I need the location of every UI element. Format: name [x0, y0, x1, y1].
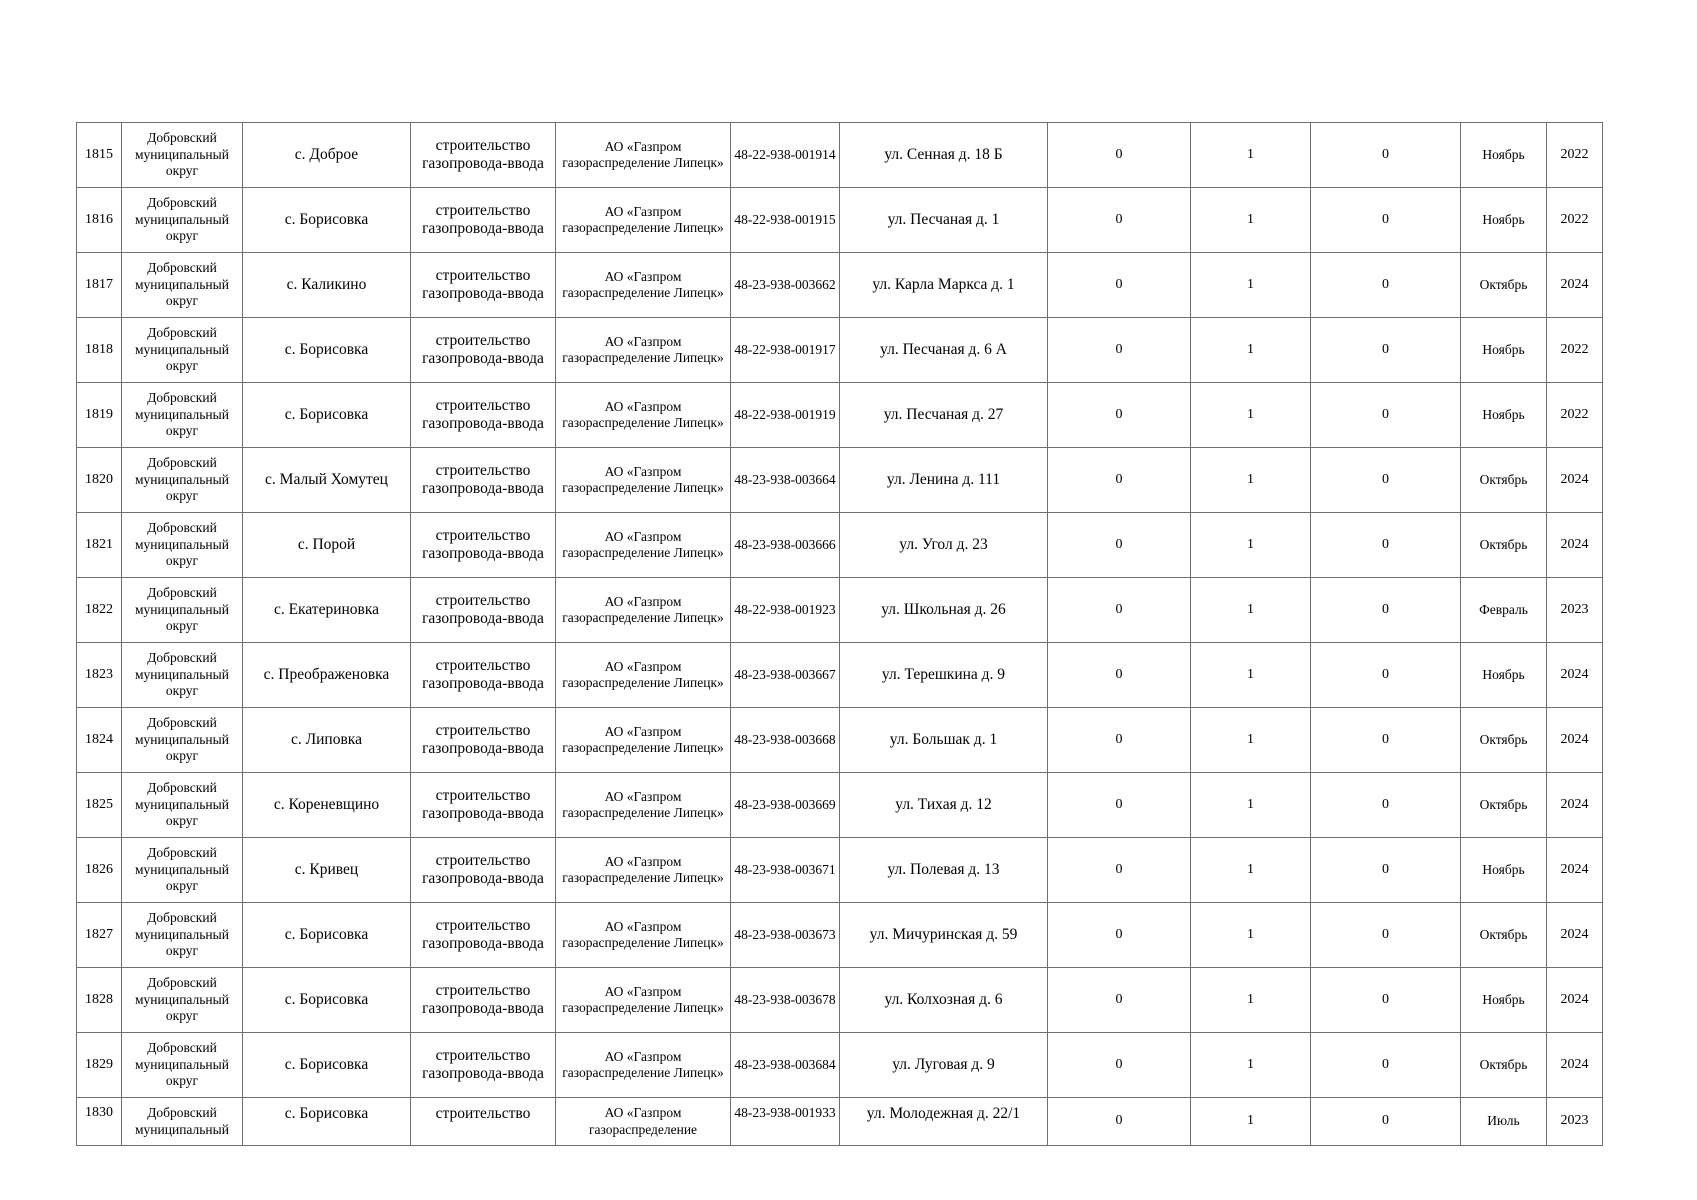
year-cell: 2024	[1547, 448, 1603, 513]
value-col2-cell: 1	[1191, 1098, 1311, 1146]
table-row	[77, 123, 1603, 188]
value-col1-cell: 0	[1048, 968, 1191, 1033]
value-col2-cell: 1	[1191, 318, 1311, 383]
work-type-cell: строительство газопровода-ввода	[411, 513, 556, 578]
organization-cell: АО «Газпром газораспределение Липецк»	[556, 708, 731, 773]
value-col2-cell: 1	[1191, 708, 1311, 773]
value-col3-cell: 0	[1311, 578, 1461, 643]
object-code-cell: 48-23-938-003684	[731, 1033, 840, 1098]
table-row	[77, 1033, 1603, 1098]
table-row	[77, 773, 1603, 838]
value-col3-cell: 0	[1311, 708, 1461, 773]
locality-cell: с. Доброе	[243, 123, 411, 188]
row-number-cell: 1829	[77, 1033, 122, 1098]
organization-cell: АО «Газпром газораспределение Липецк»	[556, 643, 731, 708]
year-cell: 2023	[1547, 1098, 1603, 1146]
organization-cell: АО «Газпром газораспределение Липецк»	[556, 188, 731, 253]
value-col3-cell: 0	[1311, 253, 1461, 318]
work-type-cell: строительство газопровода-ввода	[411, 643, 556, 708]
table-row	[77, 968, 1603, 1033]
locality-cell: с. Борисовка	[243, 1098, 411, 1146]
month-cell: Февраль	[1461, 578, 1547, 643]
locality-cell: с. Порой	[243, 513, 411, 578]
value-col1-cell: 0	[1048, 123, 1191, 188]
table-row	[77, 448, 1603, 513]
district-cell: Добровский муниципальный округ	[122, 253, 243, 318]
address-cell: ул. Ленина д. 111	[840, 448, 1048, 513]
work-type-cell: строительство газопровода-ввода	[411, 578, 556, 643]
value-col1-cell: 0	[1048, 253, 1191, 318]
district-cell: Добровский муниципальный округ	[122, 123, 243, 188]
object-code-cell: 48-22-938-001915	[731, 188, 840, 253]
address-cell: ул. Колхозная д. 6	[840, 968, 1048, 1033]
object-code-cell: 48-23-938-003662	[731, 253, 840, 318]
locality-cell: с. Борисовка	[243, 968, 411, 1033]
row-number-cell: 1828	[77, 968, 122, 1033]
row-number-cell: 1822	[77, 578, 122, 643]
district-cell: Добровский муниципальный округ	[122, 968, 243, 1033]
locality-cell: с. Екатериновка	[243, 578, 411, 643]
table-row	[77, 1098, 1603, 1146]
value-col3-cell: 0	[1311, 643, 1461, 708]
address-cell: ул. Молодежная д. 22/1	[840, 1098, 1048, 1146]
row-number-cell: 1818	[77, 318, 122, 383]
locality-cell: с. Борисовка	[243, 903, 411, 968]
work-type-cell: строительство газопровода-ввода	[411, 123, 556, 188]
value-col2-cell: 1	[1191, 253, 1311, 318]
address-cell: ул. Полевая д. 13	[840, 838, 1048, 903]
value-col1-cell: 0	[1048, 1033, 1191, 1098]
value-col2-cell: 1	[1191, 448, 1311, 513]
month-cell: Октябрь	[1461, 253, 1547, 318]
value-col2-cell: 1	[1191, 643, 1311, 708]
row-number-cell: 1823	[77, 643, 122, 708]
address-cell: ул. Большак д. 1	[840, 708, 1048, 773]
organization-cell: АО «Газпром газораспределение	[556, 1098, 731, 1146]
address-cell: ул. Школьная д. 26	[840, 578, 1048, 643]
object-code-cell: 48-23-938-003669	[731, 773, 840, 838]
object-code-cell: 48-23-938-003667	[731, 643, 840, 708]
year-cell: 2022	[1547, 188, 1603, 253]
table-row	[77, 318, 1603, 383]
value-col1-cell: 0	[1048, 513, 1191, 578]
object-code-cell: 48-22-938-001919	[731, 383, 840, 448]
value-col3-cell: 0	[1311, 903, 1461, 968]
work-type-cell: строительство газопровода-ввода	[411, 1033, 556, 1098]
work-type-cell: строительство газопровода-ввода	[411, 383, 556, 448]
month-cell: Октябрь	[1461, 1033, 1547, 1098]
object-code-cell: 48-23-938-003673	[731, 903, 840, 968]
value-col1-cell: 0	[1048, 838, 1191, 903]
table-row	[77, 253, 1603, 318]
object-code-cell: 48-23-938-003678	[731, 968, 840, 1033]
year-cell: 2024	[1547, 253, 1603, 318]
address-cell: ул. Мичуринская д. 59	[840, 903, 1048, 968]
district-cell: Добровский муниципальный округ	[122, 383, 243, 448]
district-cell: Добровский муниципальный округ	[122, 578, 243, 643]
month-cell: Октябрь	[1461, 708, 1547, 773]
table-row	[77, 383, 1603, 448]
district-cell: Добровский муниципальный округ	[122, 513, 243, 578]
value-col3-cell: 0	[1311, 968, 1461, 1033]
work-type-cell: строительство газопровода-ввода	[411, 773, 556, 838]
value-col2-cell: 1	[1191, 578, 1311, 643]
work-type-cell: строительство	[411, 1098, 556, 1146]
row-number-cell: 1816	[77, 188, 122, 253]
year-cell: 2024	[1547, 903, 1603, 968]
work-type-cell: строительство газопровода-ввода	[411, 968, 556, 1033]
year-cell: 2024	[1547, 1033, 1603, 1098]
locality-cell: с. Борисовка	[243, 318, 411, 383]
month-cell: Июль	[1461, 1098, 1547, 1146]
month-cell: Ноябрь	[1461, 123, 1547, 188]
value-col2-cell: 1	[1191, 773, 1311, 838]
work-type-cell: строительство газопровода-ввода	[411, 253, 556, 318]
organization-cell: АО «Газпром газораспределение Липецк»	[556, 253, 731, 318]
district-cell: Добровский муниципальный округ	[122, 773, 243, 838]
value-col3-cell: 0	[1311, 448, 1461, 513]
month-cell: Ноябрь	[1461, 318, 1547, 383]
organization-cell: АО «Газпром газораспределение Липецк»	[556, 123, 731, 188]
year-cell: 2024	[1547, 513, 1603, 578]
value-col1-cell: 0	[1048, 318, 1191, 383]
object-code-cell: 48-23-938-003671	[731, 838, 840, 903]
object-code-cell: 48-23-938-003664	[731, 448, 840, 513]
locality-cell: с. Кореневщино	[243, 773, 411, 838]
row-number-cell: 1819	[77, 383, 122, 448]
object-code-cell: 48-22-938-001914	[731, 123, 840, 188]
district-cell: Добровский муниципальный	[122, 1098, 243, 1146]
row-number-cell: 1826	[77, 838, 122, 903]
object-code-cell: 48-23-938-003666	[731, 513, 840, 578]
district-cell: Добровский муниципальный округ	[122, 448, 243, 513]
table-body	[77, 123, 1603, 1146]
value-col2-cell: 1	[1191, 383, 1311, 448]
row-number-cell: 1825	[77, 773, 122, 838]
address-cell: ул. Песчаная д. 1	[840, 188, 1048, 253]
value-col1-cell: 0	[1048, 448, 1191, 513]
organization-cell: АО «Газпром газораспределение Липецк»	[556, 513, 731, 578]
object-code-cell: 48-22-938-001923	[731, 578, 840, 643]
work-type-cell: строительство газопровода-ввода	[411, 448, 556, 513]
address-cell: ул. Сенная д. 18 Б	[840, 123, 1048, 188]
row-number-cell: 1821	[77, 513, 122, 578]
district-cell: Добровский муниципальный округ	[122, 838, 243, 903]
year-cell: 2024	[1547, 708, 1603, 773]
month-cell: Ноябрь	[1461, 643, 1547, 708]
value-col3-cell: 0	[1311, 1033, 1461, 1098]
locality-cell: с. Малый Хомутец	[243, 448, 411, 513]
row-number-cell: 1827	[77, 903, 122, 968]
value-col3-cell: 0	[1311, 773, 1461, 838]
table-row	[77, 838, 1603, 903]
district-cell: Добровский муниципальный округ	[122, 188, 243, 253]
value-col2-cell: 1	[1191, 903, 1311, 968]
value-col1-cell: 0	[1048, 383, 1191, 448]
organization-cell: АО «Газпром газораспределение Липецк»	[556, 578, 731, 643]
work-type-cell: строительство газопровода-ввода	[411, 903, 556, 968]
month-cell: Ноябрь	[1461, 968, 1547, 1033]
table-row	[77, 903, 1603, 968]
row-number-cell: 1817	[77, 253, 122, 318]
year-cell: 2022	[1547, 383, 1603, 448]
address-cell: ул. Карла Маркса д. 1	[840, 253, 1048, 318]
month-cell: Октябрь	[1461, 513, 1547, 578]
month-cell: Октябрь	[1461, 903, 1547, 968]
table-row	[77, 188, 1603, 253]
value-col1-cell: 0	[1048, 643, 1191, 708]
value-col1-cell: 0	[1048, 188, 1191, 253]
district-cell: Добровский муниципальный округ	[122, 708, 243, 773]
address-cell: ул. Тихая д. 12	[840, 773, 1048, 838]
organization-cell: АО «Газпром газораспределение Липецк»	[556, 968, 731, 1033]
address-cell: ул. Песчаная д. 27	[840, 383, 1048, 448]
value-col1-cell: 0	[1048, 578, 1191, 643]
table-row	[77, 513, 1603, 578]
organization-cell: АО «Газпром газораспределение Липецк»	[556, 773, 731, 838]
value-col3-cell: 0	[1311, 1098, 1461, 1146]
locality-cell: с. Каликино	[243, 253, 411, 318]
work-type-cell: строительство газопровода-ввода	[411, 708, 556, 773]
value-col2-cell: 1	[1191, 1033, 1311, 1098]
organization-cell: АО «Газпром газораспределение Липецк»	[556, 318, 731, 383]
address-cell: ул. Песчаная д. 6 А	[840, 318, 1048, 383]
registry-table	[76, 122, 1603, 1146]
value-col2-cell: 1	[1191, 513, 1311, 578]
value-col1-cell: 0	[1048, 708, 1191, 773]
value-col1-cell: 0	[1048, 1098, 1191, 1146]
row-number-cell: 1824	[77, 708, 122, 773]
year-cell: 2024	[1547, 838, 1603, 903]
organization-cell: АО «Газпром газораспределение Липецк»	[556, 1033, 731, 1098]
locality-cell: с. Кривец	[243, 838, 411, 903]
year-cell: 2022	[1547, 123, 1603, 188]
year-cell: 2024	[1547, 968, 1603, 1033]
month-cell: Октябрь	[1461, 448, 1547, 513]
table-row	[77, 643, 1603, 708]
year-cell: 2022	[1547, 318, 1603, 383]
value-col3-cell: 0	[1311, 123, 1461, 188]
value-col2-cell: 1	[1191, 968, 1311, 1033]
work-type-cell: строительство газопровода-ввода	[411, 838, 556, 903]
object-code-cell: 48-23-938-001933	[731, 1098, 840, 1146]
district-cell: Добровский муниципальный округ	[122, 318, 243, 383]
value-col3-cell: 0	[1311, 188, 1461, 253]
value-col3-cell: 0	[1311, 383, 1461, 448]
object-code-cell: 48-23-938-003668	[731, 708, 840, 773]
value-col3-cell: 0	[1311, 838, 1461, 903]
organization-cell: АО «Газпром газораспределение Липецк»	[556, 903, 731, 968]
locality-cell: с. Липовка	[243, 708, 411, 773]
address-cell: ул. Угол д. 23	[840, 513, 1048, 578]
year-cell: 2024	[1547, 643, 1603, 708]
organization-cell: АО «Газпром газораспределение Липецк»	[556, 383, 731, 448]
district-cell: Добровский муниципальный округ	[122, 903, 243, 968]
month-cell: Октябрь	[1461, 773, 1547, 838]
month-cell: Ноябрь	[1461, 188, 1547, 253]
work-type-cell: строительство газопровода-ввода	[411, 188, 556, 253]
locality-cell: с. Борисовка	[243, 383, 411, 448]
value-col1-cell: 0	[1048, 903, 1191, 968]
month-cell: Ноябрь	[1461, 838, 1547, 903]
table-row	[77, 708, 1603, 773]
value-col2-cell: 1	[1191, 838, 1311, 903]
year-cell: 2024	[1547, 773, 1603, 838]
district-cell: Добровский муниципальный округ	[122, 1033, 243, 1098]
year-cell: 2023	[1547, 578, 1603, 643]
locality-cell: с. Преображеновка	[243, 643, 411, 708]
value-col2-cell: 1	[1191, 123, 1311, 188]
object-code-cell: 48-22-938-001917	[731, 318, 840, 383]
locality-cell: с. Борисовка	[243, 1033, 411, 1098]
row-number-cell: 1815	[77, 123, 122, 188]
value-col3-cell: 0	[1311, 513, 1461, 578]
value-col1-cell: 0	[1048, 773, 1191, 838]
table-row	[77, 578, 1603, 643]
value-col3-cell: 0	[1311, 318, 1461, 383]
district-cell: Добровский муниципальный округ	[122, 643, 243, 708]
row-number-cell: 1830	[77, 1098, 122, 1146]
row-number-cell: 1820	[77, 448, 122, 513]
work-type-cell: строительство газопровода-ввода	[411, 318, 556, 383]
value-col2-cell: 1	[1191, 188, 1311, 253]
organization-cell: АО «Газпром газораспределение Липецк»	[556, 838, 731, 903]
month-cell: Ноябрь	[1461, 383, 1547, 448]
address-cell: ул. Терешкина д. 9	[840, 643, 1048, 708]
organization-cell: АО «Газпром газораспределение Липецк»	[556, 448, 731, 513]
address-cell: ул. Луговая д. 9	[840, 1033, 1048, 1098]
locality-cell: с. Борисовка	[243, 188, 411, 253]
